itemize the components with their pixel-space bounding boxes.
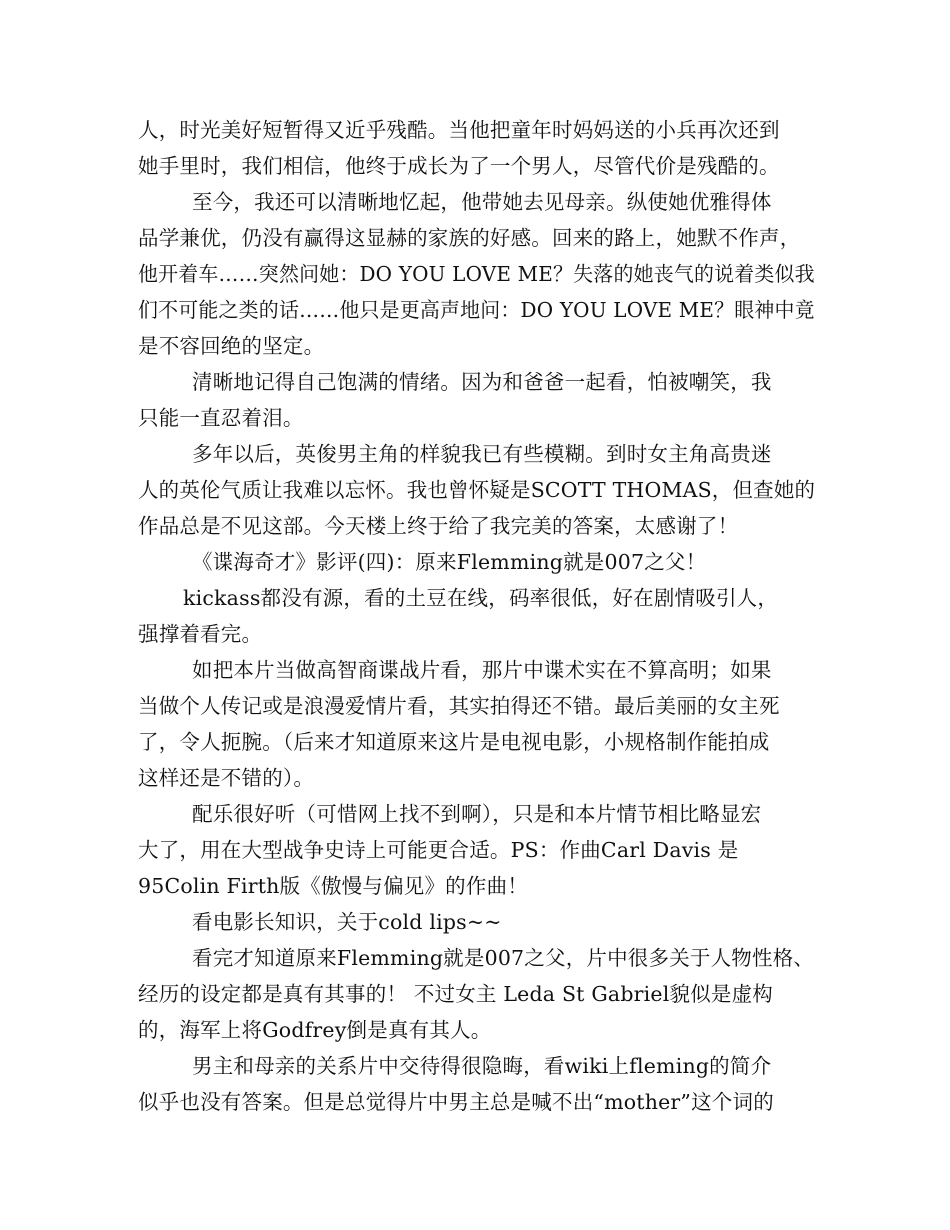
paragraph-line: 似乎也没有答案。但是总觉得片中男主总是喊不出“mother”这个词的 [138,1090,774,1114]
paragraph-line: 是不容回绝的坚定。 [138,334,325,358]
paragraph-line: 品学兼优，仍没有赢得这显赫的家族的好感。回来的路上，她默不作声， [138,226,801,250]
paragraph-line: 如把本片当做高智商谍战片看，那片中谍术实在不算高明；如果 [192,658,772,682]
paragraph-line: 看完才知道原来Flemming就是007之父，片中很多关于人物性格、 [192,946,815,970]
paragraph-line: 清晰地记得自己饱满的情绪。因为和爸爸一起看，怕被嘲笑，我 [192,370,772,394]
paragraph-line: 他开着车……突然问她：DO YOU LOVE ME？失落的她丧气的说着类似我 [138,262,815,286]
paragraph-line: 作品总是不见这部。今天楼上终于给了我完美的答案，太感谢了！ [138,514,739,538]
paragraph-line: 这样还是不错的）。 [138,766,315,790]
paragraph-line: 大了，用在大型战争史诗上可能更合适。PS：作曲Carl Davis 是 [138,838,739,862]
paragraph-line: 只能一直忍着泪。 [138,406,304,430]
paragraph-line: kickass都没有源，看的土豆在线，码率很低，好在剧情吸引人， [183,586,779,610]
paragraph-line: 们不可能之类的话……他只是更高声地问：DO YOU LOVE ME？眼神中竟 [138,298,815,322]
paragraph-line: 她手里时，我们相信，他终于成长为了一个男人，尽管代价是残酷的。 [138,154,780,178]
paragraph-line: 配乐很好听（可惜网上找不到啊），只是和本片情节相比略显宏 [192,802,762,826]
paragraph-line: 看电影长知识，关于cold lips~~ [192,910,502,934]
paragraph-line: 多年以后，英俊男主角的样貌我已有些模糊。到时女主角高贵迷 [192,442,772,466]
paragraph-line: 的，海军上将Godfrey倒是真有其人。 [138,1018,492,1042]
paragraph-line: 95Colin Firth版《傲慢与偏见》的作曲！ [138,874,528,898]
paragraph-line: 人，时光美好短暂得又近乎残酷。当他把童年时妈妈送的小兵再次还到 [138,118,780,142]
paragraph-line: 至今，我还可以清晰地忆起，他带她去见母亲。纵使她优雅得体 [192,190,772,214]
review-heading: 《谍海奇才》影评(四)：原来Flemming就是007之父！ [192,550,707,574]
paragraph-line: 了，令人扼腕。（后来才知道原来这片是电视电影，小规格制作能拍成 [138,730,770,754]
paragraph-line: 强撑着看完。 [138,622,263,646]
paragraph-line: 经历的设定都是真有其事的！ 不过女主 Leda St Gabriel貌似是虚构 [138,982,774,1006]
paragraph-line: 人的英伦气质让我难以忘怀。我也曾怀疑是SCOTT THOMAS，但查她的 [138,478,816,502]
paragraph-line: 男主和母亲的关系片中交待得很隐晦，看wiki上fleming的简介 [192,1054,772,1078]
paragraph-line: 当做个人传记或是浪漫爱情片看，其实拍得还不错。最后美丽的女主死 [138,694,780,718]
